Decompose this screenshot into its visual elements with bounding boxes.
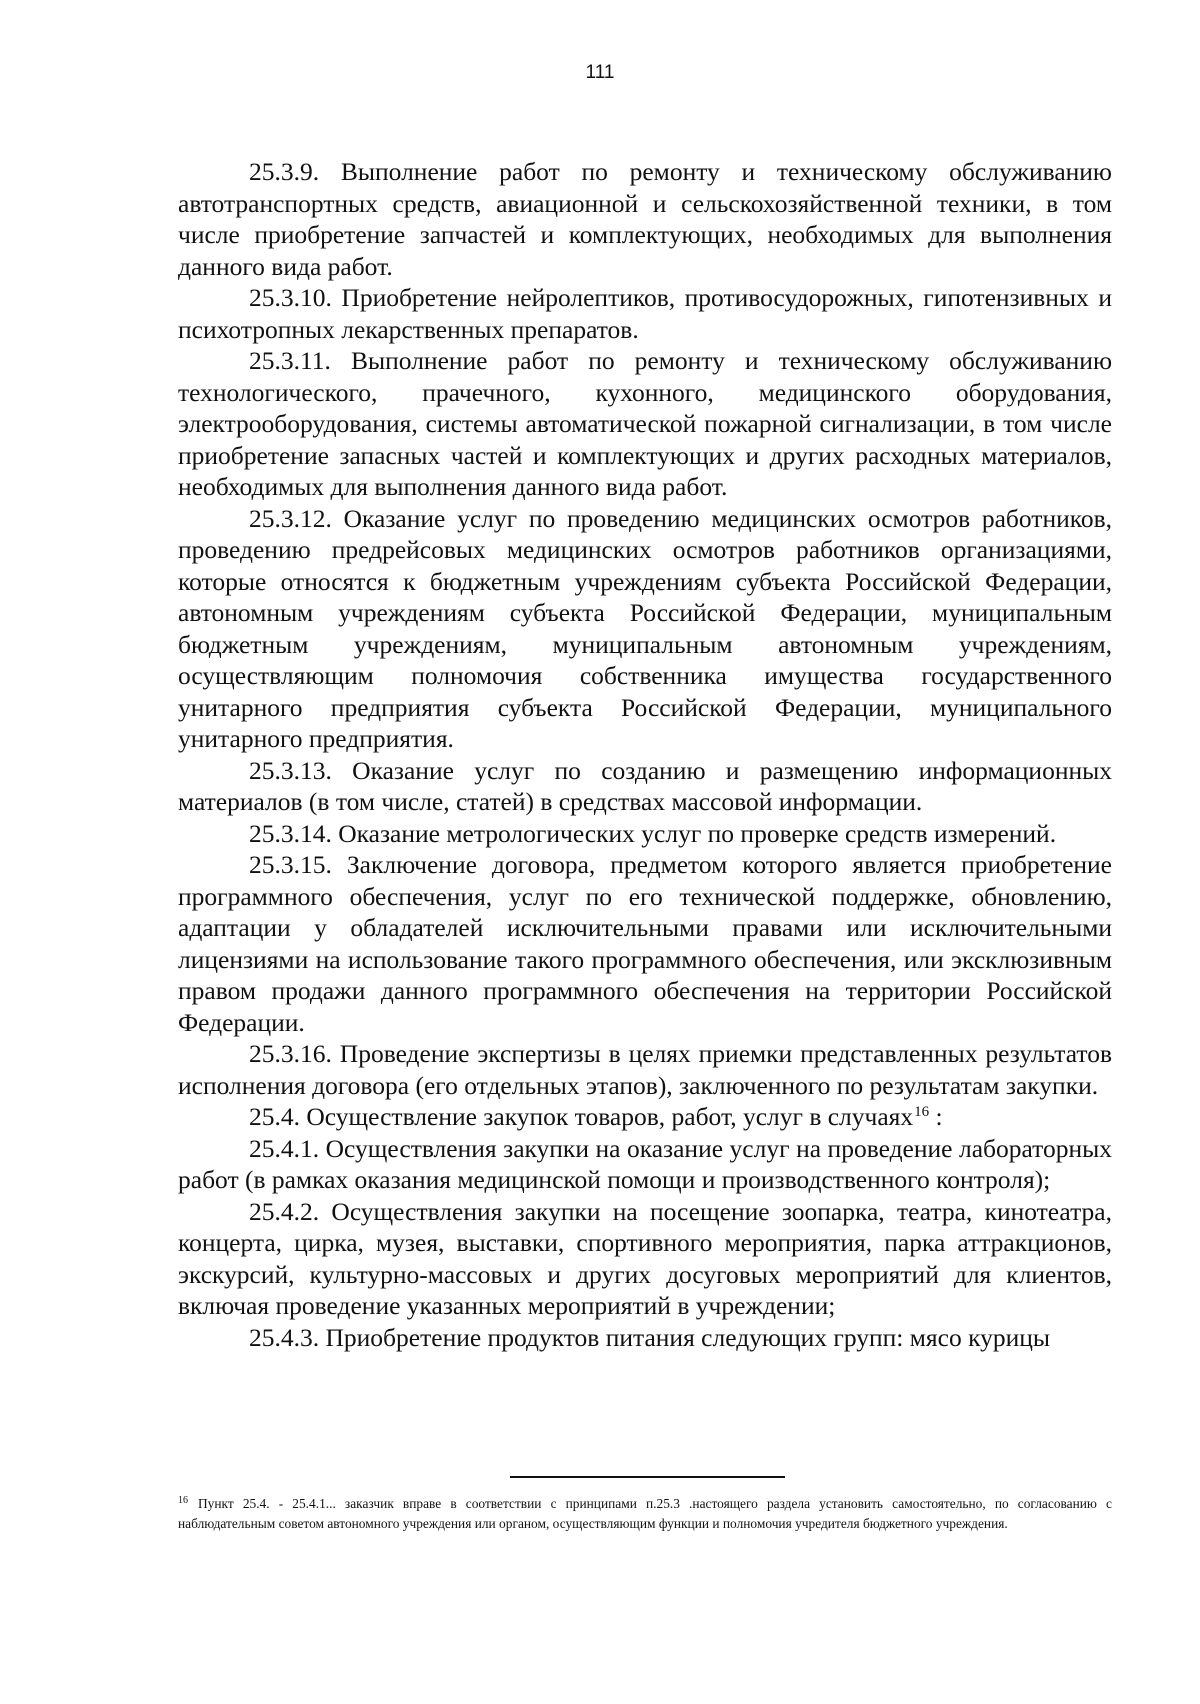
paragraph-25-4-text: 25.4. Осуществление закупок товаров, работ, услуг в случаях xyxy=(249,1102,914,1131)
paragraph-25-3-11: 25.3.11. Выполнение работ по ремонту и техническому обслуживанию технологического, прачечного, кухонного, медицинского оборудования, электрооборудования, системы автоматической пожарной сигнализации, в том числе приобретение запасных частей и комплектующих и других расходных материалов, необходимых для выполнения данного вида работ. xyxy=(178,346,1112,501)
footnote-text: Пункт 25.4. - 25.4.1... заказчик вправе в соответствии с принципами п.25.3 .настоящего раздела установить самостоятельно, по согласованию с наблюдательным советом автономного учреждения или органом, осуществляющим функции и полномочия учредителя бюджетного учреждения. xyxy=(178,1496,1112,1531)
footnote-mark: 16 xyxy=(178,1494,188,1506)
paragraph-25-4-colon: : xyxy=(929,1102,943,1131)
paragraph-25-3-16: 25.3.16. Проведение экспертизы в целях приемки представленных результатов исполнения договора (его отдельных этапов), заключенного по результатам закупки. xyxy=(178,1039,1112,1100)
paragraph-25-4-1: 25.4.1. Осуществления закупки на оказание услуг на проведение лабораторных работ (в рамках оказания медицинской помощи и производственного контроля); xyxy=(178,1133,1112,1194)
paragraph-25-3-12: 25.3.12. Оказание услуг по проведению медицинских осмотров работников, проведению предрейсовых медицинских осмотров работников организациями, которые относятся к бюджетным учреждениям субъекта Российской Федерации, автономным учреждениям субъекта Российской Федерации, муниципальным бюджетным учреждениям, муниципальным автономным учреждениям, осуществляющим полномочия собственника имущества государственного унитарного предприятия субъекта Российской Федерации, муниципального унитарного предприятия. xyxy=(178,503,1112,753)
footnote-reference[interactable]: 16 xyxy=(914,1103,930,1120)
paragraph-25-4 xyxy=(178,1101,1112,1133)
paragraph-25-3-10: 25.3.10. Приобретение нейролептиков, противосудорожных, гипотензивных и психотропных лекарственных препаратов. xyxy=(178,283,1112,344)
paragraph-25-4-2: 25.4.2. Осуществления закупки на посещение зоопарка, театра, кинотеатра, концерта, цирка, музея, выставки, спортивного мероприятия, парка аттракционов, экскурсий, культурно-массовых и других досуговых мероприятий для клиентов, включая проведение указанных мероприятий в учреждении; xyxy=(178,1196,1112,1320)
paragraph-25-3-13: 25.3.13. Оказание услуг по созданию и размещению информационных материалов (в том числе, статей) в средствах массовой информации. xyxy=(178,755,1112,816)
page-number: 111 xyxy=(585,62,615,83)
paragraph-25-3-14: 25.3.14. Оказание метрологических услуг по проверке средств измерений. xyxy=(249,818,1057,848)
footnote-separator xyxy=(510,1476,785,1478)
paragraph-25-3-9: 25.3.9. Выполнение работ по ремонту и техническому обслуживанию автотранспортных средств, авиационной и сельскохозяйственной техники, в том числе приобретение запчастей и комплектующих, необходимых для выполнения данного вида работ. xyxy=(178,157,1112,281)
paragraph-25-3-15: 25.3.15. Заключение договора, предметом которого является приобретение программного обеспечения, услуг по его технической поддержке, обновлению, адаптации у обладателей исключительными правами или исключительными лицензиями на использование такого программного обеспечения, или эксклюзивным правом продажи данного программного обеспечения на территории Российской Федерации. xyxy=(178,850,1112,1037)
footnote xyxy=(178,1494,1112,1534)
document-body xyxy=(178,156,1112,1353)
paragraph-25-4-3: 25.4.3. Приобретение продуктов питания следующих групп: мясо курицы xyxy=(249,1322,1051,1352)
